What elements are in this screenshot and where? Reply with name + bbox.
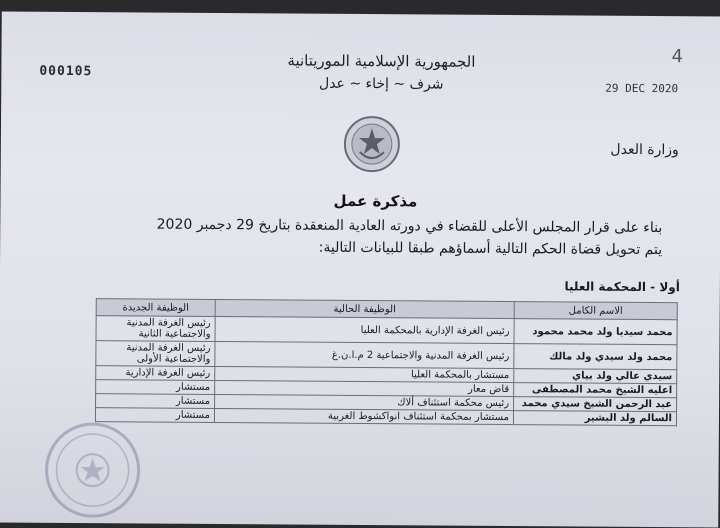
cell-current: مستشار بمحكمة استئناف انواكشوط الغربية — [214, 408, 513, 424]
cell-current: رئيس محكمة استئناف ألاك — [215, 394, 514, 410]
cell-new: رئيس الغرفة المدنية والاجتماعية الأولى — [96, 341, 215, 367]
header-current-position: الوظيفة الحالية — [215, 299, 514, 318]
cell-name: محمد سيديا ولد محمد محمود — [514, 319, 677, 345]
cell-name: السالم ولد البشير — [513, 411, 676, 426]
cell-new: مستشار — [96, 394, 215, 409]
transfers-table — [95, 298, 678, 426]
cell-new: رئيس الغرفة المدنية والاجتماعية الثانية — [96, 316, 215, 342]
serial-number: 000105 — [39, 63, 93, 80]
republic-title: الجمهورية الإسلامية الموريتانية — [287, 51, 476, 71]
cell-current: رئيس الغرفة المدنية والاجتماعية 2 م.ا.ن.غ — [215, 341, 514, 368]
cell-name: محمد ولد سيدي ولد مالك — [514, 344, 677, 370]
cell-name: سيدي عالي ولد بياي — [514, 369, 677, 384]
date-stamp: 29 DEC 2020 — [605, 81, 679, 96]
header-full-name: الاسم الكامل — [514, 302, 677, 320]
cell-name: اعليه الشيخ محمد المصطفى — [514, 383, 677, 398]
ministry-name: وزارة العدل — [610, 141, 679, 159]
cell-new: مستشار — [95, 408, 214, 423]
cell-current: مستشار بالمحكمة العليا — [215, 366, 514, 382]
section-heading: أولا - المحكمة العليا — [564, 279, 680, 295]
cell-name: عبد الرحمن الشيخ سيدي محمد — [514, 397, 677, 412]
memo-paragraph-1: بناء على قرار المجلس الأعلى للقضاء في دورته العادية المنعقدة بتاريخ 29 دجمبر 2020 — [156, 216, 663, 237]
table-row — [95, 408, 676, 426]
national-motto: شرف ~ إخاء ~ عدل — [318, 75, 444, 93]
corner-mark: 4 — [671, 46, 684, 68]
official-stamp-icon — [42, 420, 143, 521]
national-seal-icon — [342, 114, 402, 174]
header-new-position: الوظيفة الجديدة — [96, 299, 215, 317]
memo-paragraph-2: يتم تحويل قضاة الحكم التالية أسماؤهم طبقا للبيانات التالية: — [318, 239, 663, 259]
memo-title: مذكرة عمل — [333, 191, 418, 211]
cell-new: مستشار — [96, 380, 215, 395]
cell-new: رئيس الغرفة الإدارية — [96, 366, 215, 381]
document-page — [0, 11, 720, 527]
cell-current: قاض معار — [215, 380, 514, 396]
cell-current: رئيس الغرفة الإدارية بالمحكمة العليا — [215, 316, 514, 343]
